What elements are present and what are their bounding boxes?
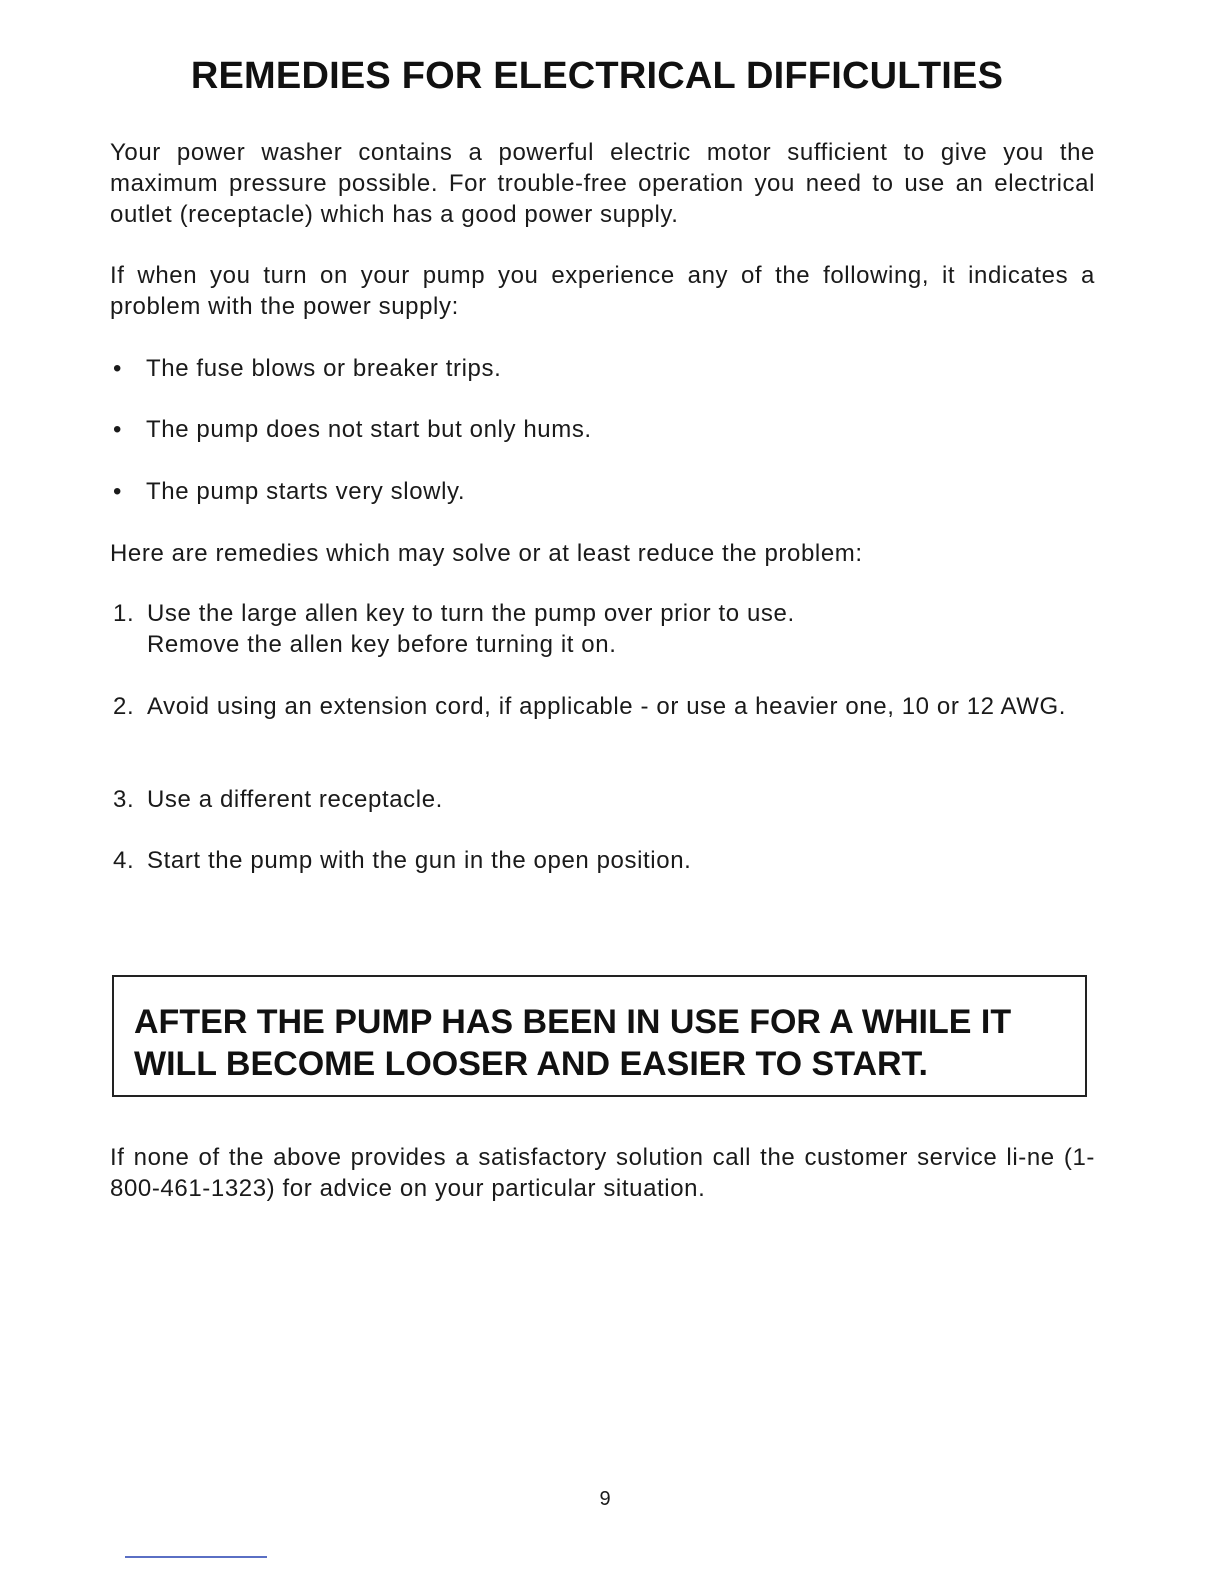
- symptoms-intro-paragraph: If when you turn on your pump you experience any of the following, it indicates a problem with the power supply:: [110, 262, 1095, 320]
- remedy-text: [147, 598, 1092, 660]
- notice-text: AFTER THE PUMP HAS BEEN IN USE FOR A WHILE IT WILL BECOME LOOSER AND EASIER TO START.: [134, 1003, 1012, 1083]
- remedy-number: 1.: [113, 600, 135, 627]
- intro-paragraph: Your power washer contains a powerful electric motor sufficient to give you the maximum pressure possible. For trouble-free operation you need to use an electrical outlet (receptacle) which has a good power supply.: [110, 139, 1095, 228]
- remedy-text-line: Use the large allen key to turn the pump over prior to use.: [147, 600, 795, 627]
- bullet-icon: •: [113, 478, 123, 505]
- remedy-text: Start the pump with the gun in the open position.: [147, 847, 692, 874]
- bullet-icon: •: [113, 355, 123, 382]
- notice-box: [112, 975, 1087, 1097]
- remedy-number: 4.: [113, 847, 135, 874]
- remedy-number: 2.: [113, 693, 135, 720]
- symptom-text: The pump does not start but only hums.: [146, 416, 592, 443]
- remedy-text: Avoid using an extension cord, if applicable - or use a heavier one, 10 or 12 AWG.: [147, 693, 1067, 720]
- remedies-intro-paragraph: Here are remedies which may solve or at least reduce the problem:: [110, 540, 863, 567]
- symptom-text: The fuse blows or breaker trips.: [146, 355, 502, 382]
- remedy-text: Use a different receptacle.: [147, 786, 443, 813]
- page-title: REMEDIES FOR ELECTRICAL DIFFICULTIES: [190, 55, 1004, 97]
- page-number: 9: [599, 1488, 611, 1510]
- remedy-text-line: Remove the allen key before turning it on.: [147, 631, 617, 658]
- closing-paragraph: If none of the above provides a satisfactory solution call the customer service li-ne (1-800-461-1323) for advice on your particular situation.: [110, 1144, 1095, 1202]
- bullet-icon: •: [113, 416, 123, 443]
- remedy-number: 3.: [113, 786, 135, 813]
- symptom-text: The pump starts very slowly.: [146, 478, 466, 505]
- footer-rule: [125, 1556, 267, 1558]
